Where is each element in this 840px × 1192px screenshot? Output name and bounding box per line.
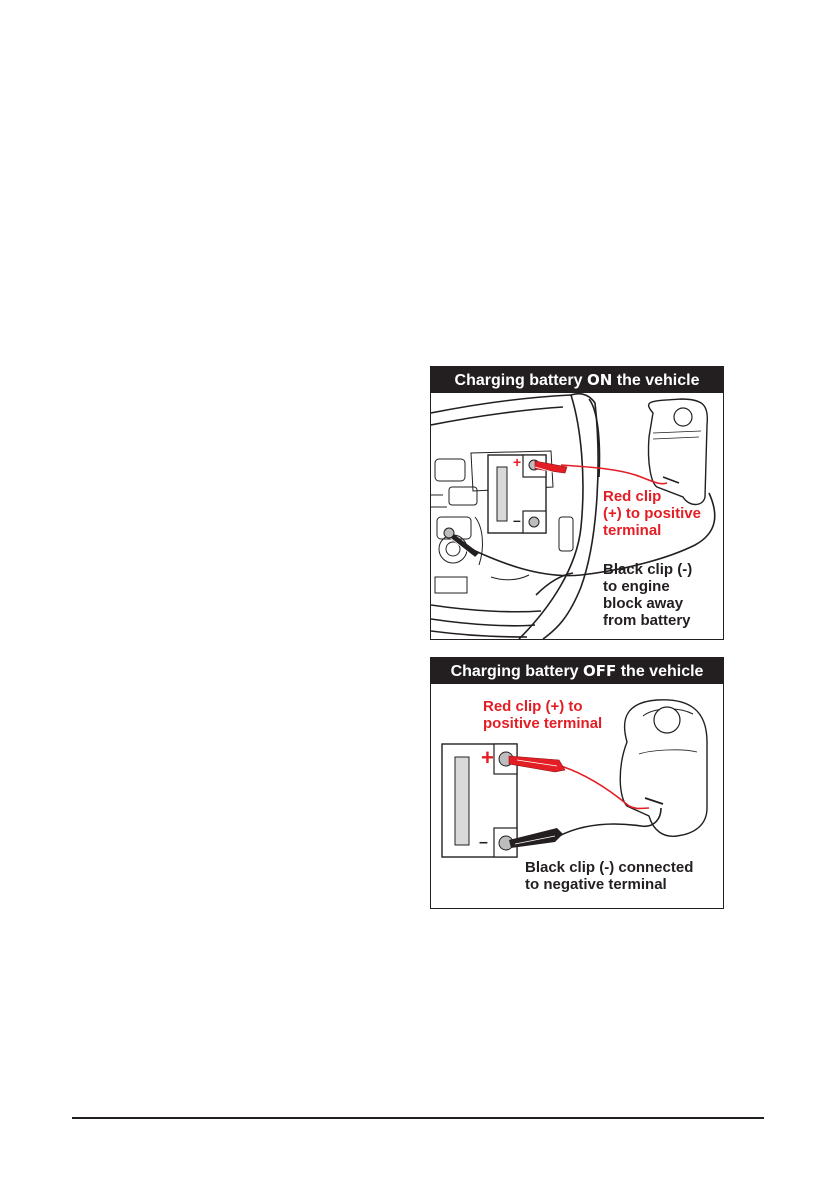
negative-sign: – <box>513 512 521 528</box>
red-clip <box>535 461 667 484</box>
panel-on-title: Charging battery ON the vehicle <box>431 367 723 393</box>
red-clip-label: Red clip (+) to positive terminal <box>483 698 603 732</box>
red-clip-label: Red clip (+) to positive terminal <box>603 488 701 539</box>
charger-unit <box>620 700 707 837</box>
footer-rule <box>72 1117 764 1119</box>
off-vehicle-diagram <box>430 657 724 909</box>
black-clip-label: Black clip (-) to engine block away from battery <box>603 561 693 629</box>
black-clip-label: Black clip (-) connected to negative terminal <box>525 859 694 893</box>
positive-sign: + <box>481 745 494 770</box>
negative-sign: – <box>479 834 488 851</box>
positive-sign: + <box>513 454 522 470</box>
panel-off-title: Charging battery OFF the vehicle <box>431 658 723 684</box>
black-clip <box>509 808 661 848</box>
on-vehicle-diagram <box>430 366 724 640</box>
